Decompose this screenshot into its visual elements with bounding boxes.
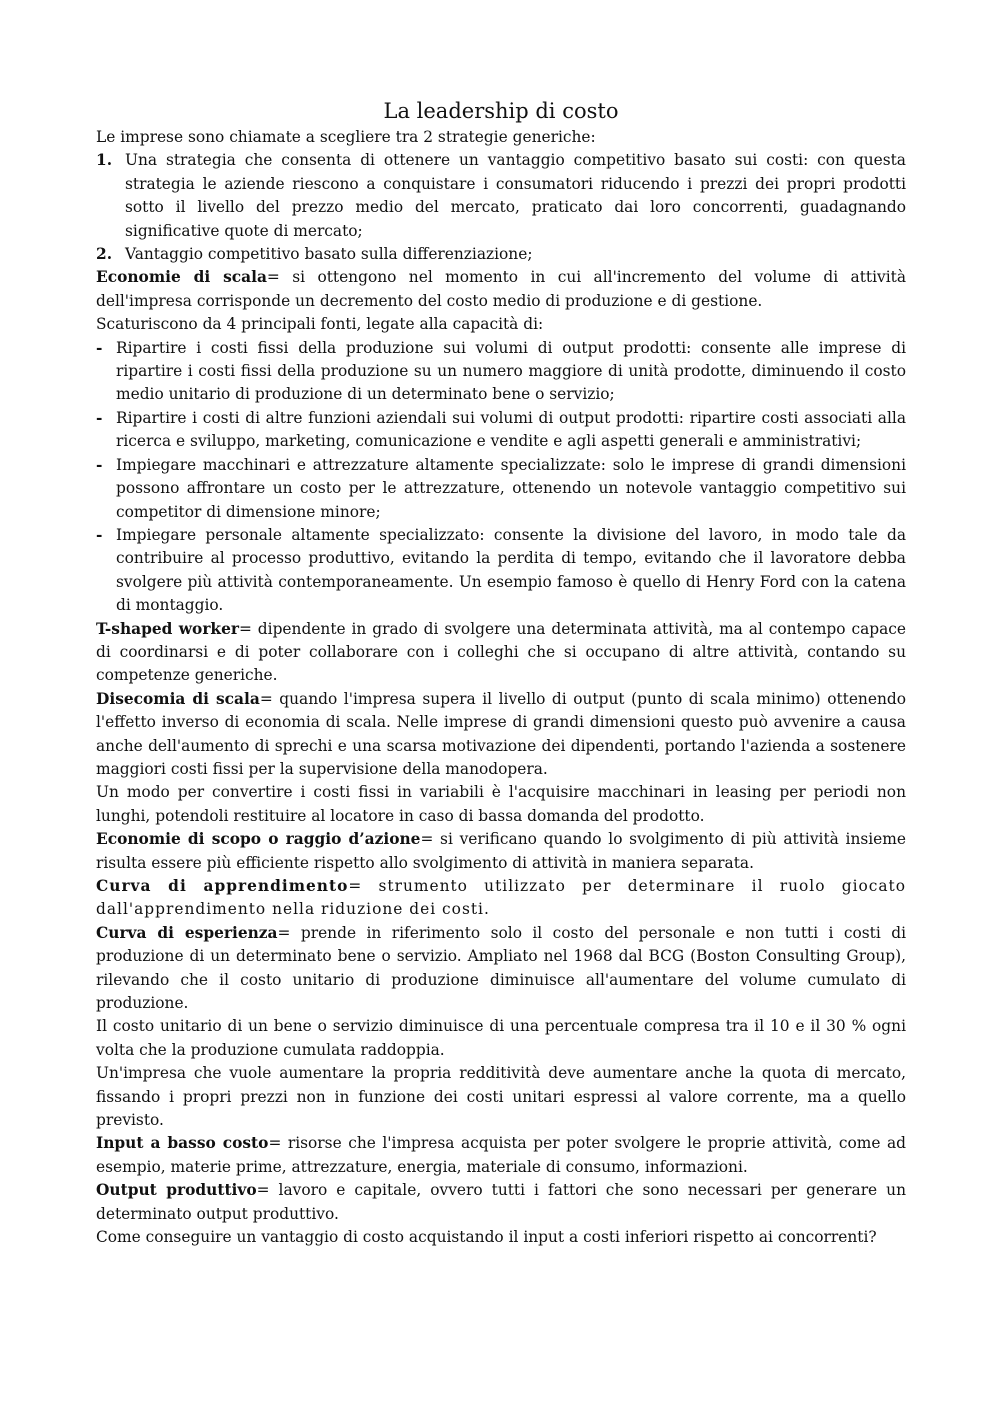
fonte-item [96, 524, 906, 618]
fonte-text: Ripartire i costi di altre funzioni aziendali sui volumi di output prodotti: ripartire costi associati alla ricerca e sviluppo, marketing, comunicazione e vendite e agli aspetti generali e amministrativi; [116, 408, 906, 451]
fonte-item [96, 337, 906, 407]
fonti-intro-paragraph: Scaturiscono da 4 principali fonti, legate alla capacità di: [96, 315, 544, 334]
term-curva-esperienza: Curva di esperienza [96, 923, 278, 942]
list-number: 2. [96, 245, 113, 264]
fonte-item [96, 454, 906, 524]
document-page [96, 97, 906, 1250]
t-shaped-paragraph [96, 618, 906, 688]
term-t-shaped: T-shaped worker [96, 619, 239, 638]
question-paragraph: Come conseguire un vantaggio di costo acquistando il input a costi inferiori rispetto ai concorrenti? [96, 1228, 877, 1247]
list-dash: - [96, 338, 103, 357]
input-basso-costo-paragraph [96, 1132, 906, 1179]
strategy-text: Vantaggio competitivo basato sulla differenziazione; [125, 245, 533, 264]
document-title: La leadership di costo [383, 99, 619, 123]
definition-curva-apprendimento: = strumento utilizzato per determinare il ruolo giocato dall'apprendimento nella riduzione dei costi. [96, 877, 907, 919]
list-dash: - [96, 525, 103, 544]
fonti-list [96, 337, 906, 618]
definition-curva-esperienza: = prende in riferimento solo il costo del personale e non tutti i costi di produzione di un determinato bene o servizio. Ampliato nel 1968 dal BCG (Boston Consulting Group), rilevando che il costo unitario di produzione diminuisce all'aumentare del volume cumulato di produzione. [96, 923, 906, 1013]
fonte-item [96, 407, 906, 454]
curva-apprendimento-paragraph [96, 875, 906, 922]
term-diseconomia: Disecomia di scala [96, 689, 260, 708]
strategy-text: Una strategia che consenta di ottenere un vantaggio competitivo basato sui costi: con questa strategia le aziende riescono a conquistare i consumatori riducendo i prezzi dei propri prodotti sotto il livello del prezzo medio del mercato, praticato dai loro concorrenti, guadagnando significative quote di mercato; [125, 151, 906, 240]
fonte-text: Impiegare macchinari e attrezzature altamente specializzate: solo le imprese di grandi dimensioni possono affrontare un costo per le attrezzature, ottenendo un notevole vantaggio competitivo sui competitor di dimensione minore; [116, 455, 906, 521]
diseconomia-paragraph [96, 688, 906, 782]
definition-economie-scala: = si ottengono nel momento in cui all'incremento del volume di attività dell'impresa corrisponde un decremento del costo medio di produzione e di gestione. [96, 268, 906, 310]
strategy-item [96, 243, 906, 266]
definition-t-shaped: = dipendente in grado di svolgere una determinata attività, ma al contempo capace di coordinarsi e di poter collaborare con i colleghi che si occupano di altre attività, contando su competenze generiche. [96, 619, 906, 685]
redditivita-paragraph: Un'impresa che vuole aumentare la propria redditività deve aumentare anche la quota di mercato, fissando i propri prezzi non in funzione dei costi unitari espressi al valore corrente, ma a quello previsto. [96, 1064, 906, 1130]
economie-scopo-paragraph [96, 828, 906, 875]
definition-diseconomia: = quando l'impresa supera il livello di output (punto di scala minimo) ottenendo l'effetto inverso di economia di scala. Nelle imprese di grandi dimensioni questo può avvenire a causa anche dell'aumento di sprechi e una scarsa motivazione dei dipendenti, portando l'azienda a sostenere maggiori costi fissi per la supervisione della manodopera. [96, 689, 906, 778]
list-dash: - [96, 455, 103, 474]
term-input-basso-costo: Input a basso costo [96, 1134, 269, 1153]
leasing-paragraph: Un modo per convertire i costi fissi in variabili è l'acquisire macchinari in leasing per periodi non lunghi, potendoli restituire al locatore in caso di bassa domanda del prodotto. [96, 783, 906, 825]
fonte-text: Impiegare personale altamente specializzato: consente la divisione del lavoro, in modo tale da contribuire al processo produttivo, evitando la perdita di tempo, evitando che il lavoratore debba svolgere più attività contemporaneamente. Un esempio famoso è quello di Henry Ford con la catena di montaggio. [116, 525, 906, 615]
definition-output-produttivo: = lavoro e capitale, ovvero tutti i fattori che sono necessari per generare un determinato output produttivo. [96, 1181, 907, 1223]
intro-paragraph: Le imprese sono chiamate a scegliere tra 2 strategie generiche: [96, 128, 596, 146]
term-output-produttivo: Output produttivo [96, 1181, 257, 1200]
list-dash: - [96, 408, 103, 427]
strategies-list [96, 149, 906, 266]
strategy-item [96, 149, 906, 243]
output-produttivo-paragraph [96, 1179, 906, 1226]
fonte-text: Ripartire i costi fissi della produzione sui volumi di output prodotti: consente alle imprese di ripartire i costi fissi della produzione su un numero maggiore di unità prodotte, diminuendo il costo medio unitario di produzione di un determinato bene o servizio; [116, 338, 906, 404]
percentuale-paragraph: Il costo unitario di un bene o servizio diminuisce di una percentuale compresa tra il 10 e il 30 % ogni volta che la produzione cumulata raddoppia. [96, 1017, 906, 1059]
definition-input-basso-costo: = risorse che l'impresa acquista per poter svolgere le proprie attività, come ad esempio, materie prime, attrezzature, energia, materiale di consumo, informazioni. [96, 1134, 906, 1176]
economie-scala-paragraph [96, 266, 906, 313]
curva-esperienza-paragraph [96, 922, 906, 1016]
term-economie-scala: Economie di scala [96, 268, 267, 287]
definition-economie-scopo: = si verificano quando lo svolgimento di più attività insieme risulta essere più efficiente rispetto allo svolgimento di attività in maniera separata. [96, 830, 906, 872]
list-number: 1. [96, 151, 113, 170]
term-economie-scopo: Economie di scopo o raggio d’azione [96, 830, 421, 849]
term-curva-apprendimento: Curva di apprendimento [96, 877, 349, 895]
